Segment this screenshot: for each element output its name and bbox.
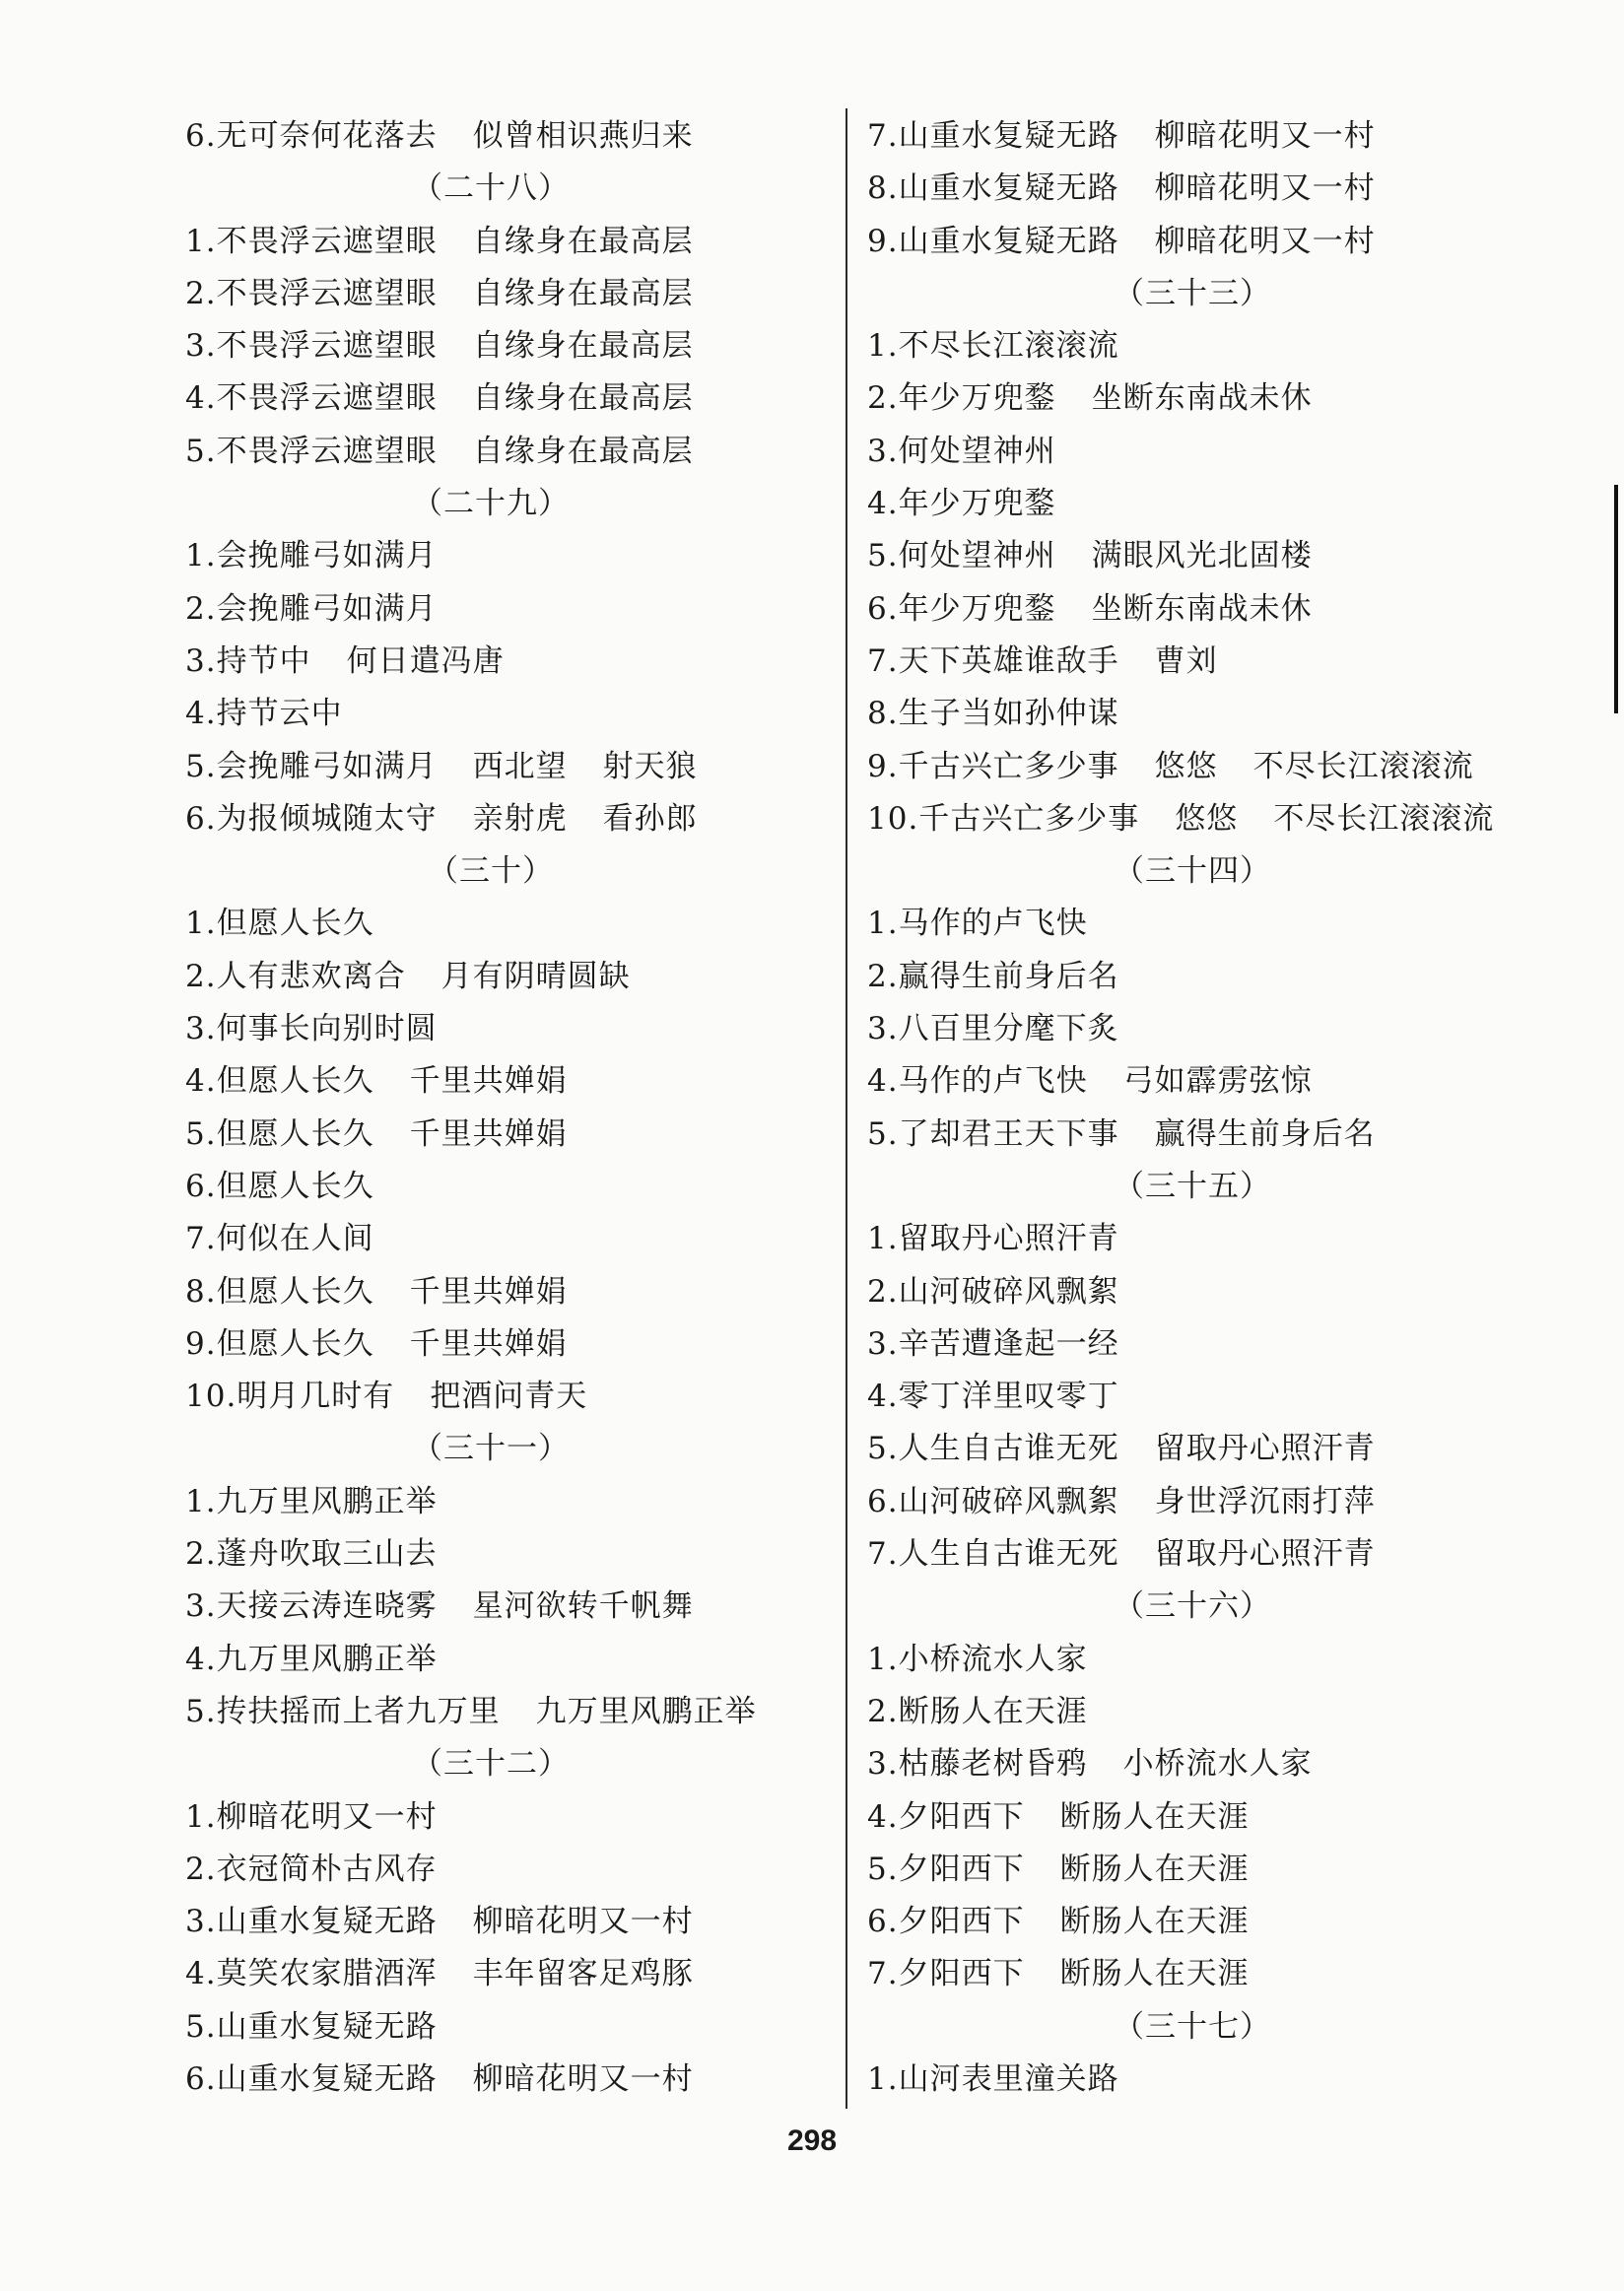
answer-phrase: 似曾相识燕归来 (472, 118, 694, 154)
section-heading (867, 2001, 1557, 2054)
answer-phrase: 2.山河破碎风飘絮 (867, 1273, 1119, 1310)
answer-line (867, 1266, 1557, 1318)
answer-phrase: 3.不畏浮云遮望眼 (185, 328, 438, 365)
answer-phrase: 曹刘 (1154, 642, 1218, 679)
answer-phrase: 7.人生自古谁无死 (867, 1536, 1119, 1573)
answer-phrase: 坐断东南战未休 (1091, 380, 1313, 417)
answer-phrase: 4.零丁洋里叹零丁 (867, 1379, 1119, 1415)
answer-line (185, 1528, 836, 1581)
answer-line (867, 478, 1557, 530)
answer-line (867, 688, 1557, 740)
answer-line (867, 1371, 1557, 1423)
answer-phrase: 不尽长江滚滚流 (1252, 748, 1474, 784)
answer-line (185, 1686, 836, 1738)
answer-phrase: 1.留取丹心照汗青 (867, 1221, 1119, 1257)
section-heading (185, 478, 836, 530)
answer-phrase: 自缘身在最高层 (472, 223, 694, 259)
answer-line (867, 1686, 1557, 1738)
answer-line (185, 1371, 836, 1423)
answer-phrase: 柳暗花明又一村 (472, 2060, 694, 2097)
answer-line (867, 1948, 1557, 2000)
answer-line (867, 530, 1557, 582)
answer-phrase: 九万里风鹏正举 (535, 1693, 757, 1729)
answer-phrase: 1.山河表里潼关路 (867, 2060, 1119, 2097)
answer-phrase: 9.但愿人长久 (185, 1325, 374, 1362)
answer-phrase: 5.何处望神州 (867, 538, 1056, 574)
heading-text: （二十九） (412, 486, 570, 522)
answer-line (867, 1423, 1557, 1475)
answer-phrase: 2.年少万兜鍪 (867, 380, 1056, 417)
heading-text: （三十三） (1114, 275, 1271, 311)
answer-phrase: 4.不畏浮云遮望眼 (185, 380, 438, 417)
answer-phrase: 1.但愿人长久 (185, 906, 374, 942)
answer-line (185, 1948, 836, 2000)
answer-phrase: 自缘身在最高层 (472, 328, 694, 365)
answer-phrase: 2.蓬舟吹取三山去 (185, 1536, 438, 1573)
answer-phrase: 柳暗花明又一村 (1154, 170, 1376, 207)
heading-text: （三十二） (412, 1746, 570, 1783)
answer-phrase: 5.会挽雕弓如满月 (185, 748, 438, 784)
answer-phrase: 把酒问青天 (430, 1379, 588, 1415)
answer-phrase: 1.不尽长江滚滚流 (867, 328, 1119, 365)
heading-text: （三十五） (1114, 1168, 1271, 1204)
answer-line (867, 372, 1557, 425)
answer-phrase: 断肠人在天涯 (1059, 1798, 1250, 1835)
answer-line (867, 1791, 1557, 1844)
answer-phrase: 5.了却君王天下事 (867, 1115, 1119, 1152)
section-heading (185, 163, 836, 215)
answer-line (185, 1003, 836, 1055)
answer-phrase: 4.莫笑农家腊酒浑 (185, 1956, 438, 1992)
answer-phrase: 满眼风光北固楼 (1091, 538, 1313, 574)
answer-line (867, 636, 1557, 688)
answer-phrase: 西北望 (472, 748, 568, 784)
answer-phrase: 6.无可奈何花落去 (185, 118, 438, 154)
answer-phrase: 9.千古兴亡多少事 (867, 748, 1119, 784)
answer-phrase: 5.山重水复疑无路 (185, 2008, 438, 2045)
answer-phrase: 5.但愿人长久 (185, 1115, 374, 1152)
answer-phrase: 1.九万里风鹏正举 (185, 1483, 438, 1519)
answer-line (185, 1634, 836, 1686)
heading-text: （三十） (428, 853, 554, 890)
answer-phrase: 丰年留客足鸡豚 (472, 1956, 694, 1992)
answer-phrase: 何日遣冯唐 (346, 642, 505, 679)
answer-line (867, 1055, 1557, 1108)
answer-line (185, 530, 836, 582)
answer-line (867, 898, 1557, 950)
answer-line (185, 1844, 836, 1896)
answer-phrase: 5.夕阳西下 (867, 1851, 1025, 1887)
answer-phrase: 月有阴晴圆缺 (440, 958, 631, 994)
answer-line (185, 741, 836, 793)
page-edge-mark (1614, 485, 1618, 713)
answer-phrase: 7.何似在人间 (185, 1221, 374, 1257)
answer-phrase: 千里共婵娟 (409, 1325, 568, 1362)
answer-line (867, 1213, 1557, 1265)
section-heading (867, 1581, 1557, 1633)
answer-line (185, 688, 836, 740)
heading-text: （三十六） (1114, 1588, 1271, 1625)
answer-phrase: 柳暗花明又一村 (1154, 223, 1376, 259)
answer-phrase: 3.何处望神州 (867, 433, 1056, 469)
answer-phrase: 1.会挽雕弓如满月 (185, 538, 438, 574)
answer-line (867, 1528, 1557, 1581)
page-number: 298 (786, 2124, 838, 2157)
answer-phrase: 8.但愿人长久 (185, 1273, 374, 1310)
answer-phrase: 千里共婵娟 (409, 1273, 568, 1310)
answer-line (185, 1109, 836, 1161)
answer-phrase: 千里共婵娟 (409, 1063, 568, 1100)
answer-phrase: 6.但愿人长久 (185, 1168, 374, 1204)
section-heading (867, 268, 1557, 320)
answer-line (185, 951, 836, 1003)
answer-line (185, 426, 836, 478)
answer-phrase: 悠悠 (1175, 800, 1239, 837)
answer-line (185, 1318, 836, 1371)
section-heading (867, 845, 1557, 898)
answer-phrase: 6.夕阳西下 (867, 1904, 1025, 1940)
answer-phrase: 身世浮沉雨打萍 (1154, 1483, 1376, 1519)
answer-line (185, 898, 836, 950)
answer-phrase: 小桥流水人家 (1122, 1746, 1313, 1783)
answer-line (867, 583, 1557, 636)
answer-phrase: 亲射虎 (472, 800, 568, 837)
heading-text: （三十一） (412, 1431, 570, 1467)
answer-line (185, 1581, 836, 1633)
answer-phrase: 8.生子当如孙仲谋 (867, 696, 1119, 732)
answer-phrase: 3.山重水复疑无路 (185, 1904, 438, 1940)
answer-phrase: 留取丹心照汗青 (1154, 1536, 1376, 1573)
answer-line (867, 951, 1557, 1003)
answer-line (867, 1003, 1557, 1055)
answer-line (185, 583, 836, 636)
answer-phrase: 5.抟扶摇而上者九万里 (185, 1693, 501, 1729)
answer-phrase: 不尽长江滚滚流 (1273, 800, 1495, 837)
answer-line (867, 793, 1557, 845)
answer-line (185, 320, 836, 372)
answer-line (867, 1476, 1557, 1528)
answer-phrase: 断肠人在天涯 (1059, 1904, 1250, 1940)
answer-phrase: 4.持节云中 (185, 696, 343, 732)
answer-line (867, 110, 1557, 163)
answer-phrase: 4.年少万兜鍪 (867, 486, 1056, 522)
answer-line (185, 110, 836, 163)
answer-line (867, 1896, 1557, 1948)
answer-phrase: 柳暗花明又一村 (1154, 118, 1376, 154)
answer-phrase: 射天狼 (602, 748, 698, 784)
answer-phrase: 1.不畏浮云遮望眼 (185, 223, 438, 259)
heading-text: （三十七） (1114, 2008, 1271, 2045)
answer-phrase: 3.持节中 (185, 642, 311, 679)
heading-text: （三十四） (1114, 853, 1271, 890)
answer-line (867, 1318, 1557, 1371)
answer-phrase: 自缘身在最高层 (472, 433, 694, 469)
answer-line (867, 320, 1557, 372)
answer-phrase: 弓如霹雳弦惊 (1122, 1063, 1313, 1100)
answer-line (185, 2001, 836, 2054)
answer-phrase: 6.山河破碎风飘絮 (867, 1483, 1119, 1519)
column-divider (846, 108, 847, 2109)
answer-phrase: 悠悠 (1154, 748, 1218, 784)
answer-phrase: 6.山重水复疑无路 (185, 2060, 438, 2097)
answer-phrase: 3.八百里分麾下炙 (867, 1011, 1119, 1047)
answer-phrase: 7.天下英雄谁敌手 (867, 642, 1119, 679)
answer-line (867, 2054, 1557, 2106)
answer-line (185, 1791, 836, 1844)
answer-phrase: 3.天接云涛连晓雾 (185, 1588, 438, 1625)
answer-phrase: 断肠人在天涯 (1059, 1851, 1250, 1887)
answer-phrase: 断肠人在天涯 (1059, 1956, 1250, 1992)
answer-phrase: 看孙郎 (602, 800, 698, 837)
answer-phrase: 1.柳暗花明又一村 (185, 1798, 438, 1835)
answer-phrase: 8.山重水复疑无路 (867, 170, 1119, 207)
answer-line (185, 793, 836, 845)
answer-line (185, 1476, 836, 1528)
answer-phrase: 5.人生自古谁无死 (867, 1431, 1119, 1467)
answer-line (867, 426, 1557, 478)
section-heading (185, 1423, 836, 1475)
answer-phrase: 5.不畏浮云遮望眼 (185, 433, 438, 469)
answer-phrase: 2.不畏浮云遮望眼 (185, 275, 438, 311)
answer-line (185, 1213, 836, 1265)
answer-line (867, 741, 1557, 793)
answer-phrase: 坐断东南战未休 (1091, 590, 1313, 627)
answer-phrase: 2.人有悲欢离合 (185, 958, 406, 994)
answer-phrase: 3.辛苦遭逢起一经 (867, 1325, 1119, 1362)
answer-line (867, 1738, 1557, 1790)
answer-phrase: 2.赢得生前身后名 (867, 958, 1119, 994)
answer-phrase: 3.枯藤老树昏鸦 (867, 1746, 1088, 1783)
answer-line (867, 1109, 1557, 1161)
section-heading (185, 845, 836, 898)
answer-phrase: 柳暗花明又一村 (472, 1904, 694, 1940)
answer-phrase: 留取丹心照汗青 (1154, 1431, 1376, 1467)
section-heading (867, 1161, 1557, 1213)
answer-phrase: 7.夕阳西下 (867, 1956, 1025, 1992)
answer-line (185, 1161, 836, 1213)
left-column (185, 110, 836, 2106)
answer-phrase: 星河欲转千帆舞 (472, 1588, 694, 1625)
answer-phrase: 4.马作的卢飞快 (867, 1063, 1088, 1100)
answer-phrase: 2.衣冠简朴古风存 (185, 1851, 438, 1887)
answer-phrase: 9.山重水复疑无路 (867, 223, 1119, 259)
answer-line (185, 216, 836, 268)
answer-phrase: 6.年少万兜鍪 (867, 590, 1056, 627)
answer-phrase: 10.明月几时有 (185, 1379, 395, 1415)
answer-phrase: 1.马作的卢飞快 (867, 906, 1088, 942)
answer-phrase: 4.但愿人长久 (185, 1063, 374, 1100)
answer-line (867, 216, 1557, 268)
answer-phrase: 3.何事长向别时圆 (185, 1011, 438, 1047)
answer-line (867, 1634, 1557, 1686)
answer-line (185, 636, 836, 688)
answer-line (185, 372, 836, 425)
answer-phrase: 千里共婵娟 (409, 1115, 568, 1152)
answer-phrase: 1.小桥流水人家 (867, 1641, 1088, 1677)
answer-line (185, 2054, 836, 2106)
answer-phrase: 自缘身在最高层 (472, 380, 694, 417)
right-column (867, 110, 1557, 2106)
section-heading (185, 1738, 836, 1790)
answer-phrase: 7.山重水复疑无路 (867, 118, 1119, 154)
answer-line (185, 268, 836, 320)
answer-phrase: 2.断肠人在天涯 (867, 1693, 1088, 1729)
answer-phrase: 6.为报倾城随太守 (185, 800, 438, 837)
answer-line (185, 1055, 836, 1108)
answer-phrase: 自缘身在最高层 (472, 275, 694, 311)
answer-line (185, 1266, 836, 1318)
answer-line (867, 1844, 1557, 1896)
answer-phrase: 4.夕阳西下 (867, 1798, 1025, 1835)
answer-line (867, 163, 1557, 215)
answer-line (185, 1896, 836, 1948)
heading-text: （二十八） (412, 170, 570, 207)
answer-phrase: 赢得生前身后名 (1154, 1115, 1376, 1152)
answer-phrase: 4.九万里风鹏正举 (185, 1641, 438, 1677)
answer-phrase: 2.会挽雕弓如满月 (185, 590, 438, 627)
answer-phrase: 10.千古兴亡多少事 (867, 800, 1140, 837)
